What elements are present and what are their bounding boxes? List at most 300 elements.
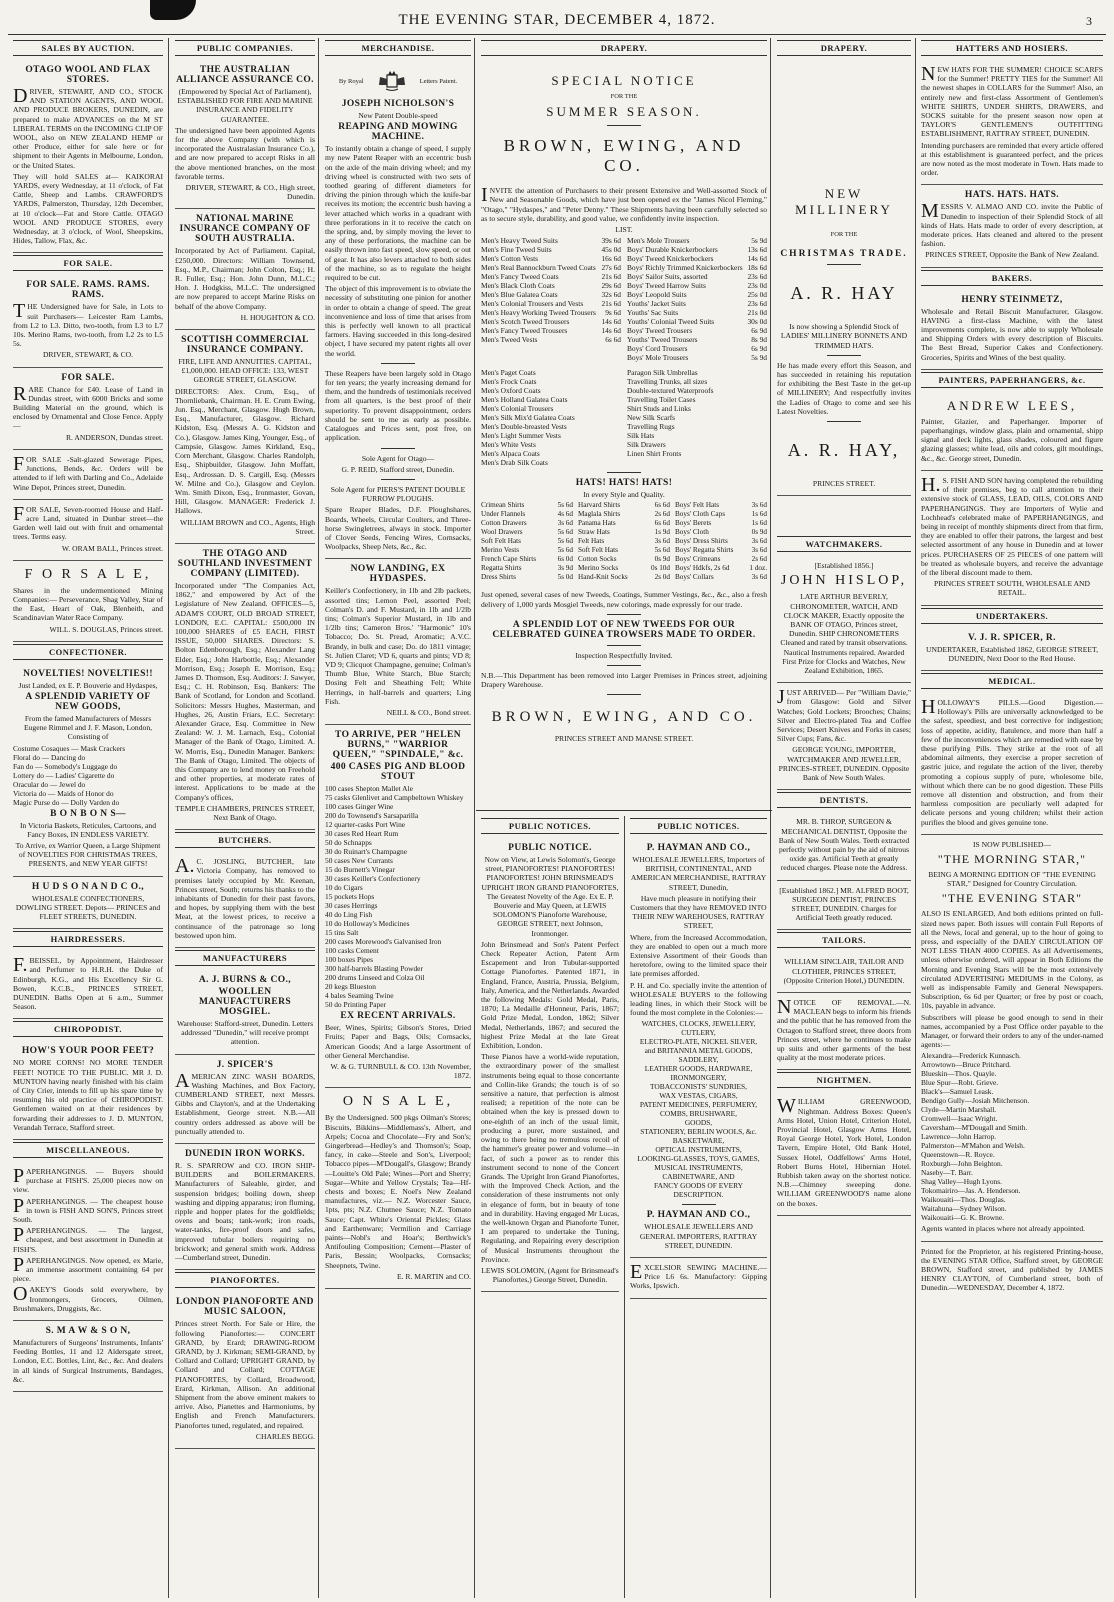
separator	[607, 472, 641, 473]
ad-text: FIRE, LIFE AND ANNUITIES. CAPITAL, £1,000,000. HEAD OFFICE: 133, WEST GEORGE STREET, GLASGOW.	[178, 357, 312, 385]
column-5	[625, 816, 772, 1598]
price-row	[578, 537, 670, 546]
ad-text: R. S. SPARROW and CO. IRON SHIP-BUILDERS and BOILERMAKERS. Manufacturers of Saleable, girder, and suspension bridges; boiling down, sheep washing and dipping apparatus; iron fluming, ripple and hopper plates for the goldfields; ovens and boats; tank-work; iron roads, water-tanks, fire-proof doors and safes, improved tubular boilers requiring no brickwork; and general smith work. Address—Cumberland street, Dunedin.	[175, 1161, 315, 1263]
price-row	[481, 519, 573, 528]
item-price: 6s 0d	[557, 555, 573, 564]
ad-text: Incorporated under "The Companies Act, 1862," and empowered by Act of the Legislature of New Zealand. OFFICES—5, ADAM'S COURT, OLD BROAD STREET, LONDON, E.C. CAPITAL: £500,000 IN 100,000 SHARES of £5 EACH, FIRST ISSUE, 50,000 SHARES. Directors: S. Bolton Edenborough, Esq.; Alexander Lang Elder, Esq.; John Harbottle, Esq.; Alexander Morrison, Esq.; Joseph E. Morrison, Esq.; James D. Thomson, Esq. Auditors: J. Sawyer, Esq.; C. H. Robinson, Esq. Bankers: The Bank of Scotland, for London and Scotland. Solicitors: Messrs Hughes, Masterman, and Hughes, 26, Austin Friars, E.C. Secretary: Alexander Grace, Esq. Committee in New Zealand: W. J. M. Larnach, Esq., Colonial Manager of the Bank of Otago, Limited. A. W. Morris, Esq., Dunedin Manager. Bankers: The Bank of Otago, Limited. The objects of this Company are to lend money on Freehold and other properties, at moderate rates of interest. Applications to be made at the Company's offices,	[175, 580, 315, 802]
list-item: Tokomairiro—Jas. A. Henderson.	[921, 1186, 1021, 1196]
separator	[827, 355, 861, 356]
section-heading: NIGHTMEN.	[777, 1072, 911, 1088]
item-price: 23s 6d	[747, 299, 767, 309]
list-item: Men's Oxford Coats	[481, 386, 541, 396]
ad-heading: H U D S O N A N D C O.,	[31, 881, 145, 892]
ad-text: FOR THE	[610, 93, 638, 100]
ad-holloway	[921, 693, 1103, 835]
ad-signature: TEMPLE CHAMBERS, PRINCES STREET, Next Bank of Otago.	[175, 803, 315, 822]
ad-text: NEW HATS FOR THE SUMMER! CHOICE SCARFS for the Summer! PRETTY TIES for the Summer! All the newest shapes in COLLARS for the Summer! Also, an entirely new and first-class Assortment of Gentlemen's WHITE SHIRTS, UNDER SHIRTS, DRAWERS, and SOCKS suitable for the present season now open at TAYLOR'S GENTLEMEN'S OUTFITTING ESTABLISHMENT, RATTRAY STREET, DUNEDIN.	[921, 63, 1103, 139]
list-item: 15 tins Salt	[325, 928, 359, 938]
ad-text: EXCELSIOR SEWING MACHINE.— Price L6 6s. Manufactory: Gipping Works, Ipswich.	[630, 1261, 767, 1291]
ad-text: Shares in the undermentioned Mining Companies:— Perseverance, Shag Valley, Star of the East, Heart of Oak, Blenheith, and Scandinavian Water Race Company.	[13, 585, 163, 623]
item-name: Men's Heavy Tweed Suits	[481, 236, 558, 246]
separator	[607, 694, 641, 695]
list-item: Arrowtown—Bruce Pritchard.	[921, 1060, 1011, 1070]
ad-signature: DRIVER, STEWART, & CO., High street, Dunedin.	[185, 183, 315, 202]
item-price: 14s 6d	[601, 317, 621, 327]
list-item: 30 do Ruinart's Champagne	[325, 847, 408, 857]
ad-hayman	[630, 838, 767, 1258]
section-heading: MANUFACTURERS	[175, 950, 315, 966]
item-name: Boys' Cloth Caps	[675, 510, 726, 519]
ad-text: These Reapers have been largely sold in Otago for ten years; the yearly increasing demand for them, and the hundreds of testimonials received from all quarters, is the best proof of their superiority. To prevent disappointment, orders should be sent to me as early as possible. Catalogues and Prices sent, post free, on application.	[325, 368, 471, 443]
column-2	[170, 38, 320, 1598]
ad-heading: PUBLIC NOTICE.	[508, 843, 592, 853]
price-row	[627, 254, 767, 263]
ad-text: Now on View, at Lewis Solomon's, George street, PIANOFORTES! PIANOFORTES! PIANOFORTES! JOHN BRINSMEAD'S UPRIGHT IRON GRAND PIANOFORTES, The Greatest Novelty of the Age. Ex E. P. Bouverie and May Queen, at LEWIS SOLOMON'S Pianoforte Warehouse, GEORGE STREET, next Johnson, Ironmonger.	[481, 855, 619, 938]
price-row	[578, 501, 670, 510]
price-row	[675, 501, 767, 510]
item-name: Men's Blue Galatea Coats	[481, 290, 558, 300]
item-name: Under Flannels	[481, 510, 526, 519]
ad-text: Subscribers will please be good enough to send in their names, accompanied by a Post Office order payable to the Manager, or forward their orders to any of the under-named agents:—	[921, 1012, 1103, 1050]
item-name: Boys' Regatta Shirts	[675, 546, 734, 555]
ad-heading: REAPING AND MOWING MACHINE.	[338, 122, 458, 143]
list-item: Travelling Trunks, all sizes	[627, 377, 708, 387]
price-row	[627, 344, 767, 353]
ad-text: MESSRS V. ALMAO AND CO. invite the Public of Dunedin to inspection of their Splendid Stock of all kinds of Hats. Hats made to order of every description, at moderate prices. Hats cleaned and altered to the present fashion.	[921, 200, 1103, 249]
coat-list-left	[481, 368, 621, 467]
ad-chiropodist	[13, 1041, 163, 1140]
list-item: PATENT MEDICINES, PERFUMERY,	[639, 1100, 758, 1110]
separator	[827, 264, 861, 265]
list-heading: LIST.	[615, 225, 633, 235]
list-item: Waitahuna—Sydney Wilson.	[921, 1204, 1007, 1214]
list-item: Blueskin—Thos. Quayle.	[921, 1069, 997, 1079]
ad-text: Where, from the Increased Accommodation, they are enabled to open out a much more Extensive Assortment of their Goods than heretofore, owing to the limited space their late premises afforded.	[630, 932, 767, 979]
column-3	[320, 38, 476, 1598]
ad-heading: WOOLLEN MANUFACTURERS MOSGIEL.	[198, 987, 292, 1018]
ad-signature: GEORGE YOUNG, IMPORTER, WATCHMAKER AND JEWELLER, PRINCES-STREET, DUNEDIN. Opposite Bank of New South Wales.	[778, 745, 910, 783]
list-item: Waikouaiti—G. K. Browne.	[921, 1213, 1004, 1223]
list-item: 40 do Ling Fish	[325, 910, 373, 920]
ad-text: Just opened, several cases of new Tweeds, Coatings, Summer Vestings, &c., &c., also a fresh delivery of 1,000 yards Mosgiel Tweeds, new colorings, made expressly for our trade.	[481, 590, 767, 609]
ad-text: NO MORE CORNS! NO MORE TENDER FEET! NOTICE TO THE PUBLIC. MR J. D. MUNTON having nearly finished with his claim of City Crier, intends to fill up his spare time by resuming his old practice of CHIROPODIST. Gentlemen waited on at their residences by forwarding their addresses to J. D. MUNTON, Verandah Terrace, Stafford street.	[13, 1058, 163, 1132]
list-item: LEATHER GOODS, HARDWARE,	[644, 1064, 753, 1074]
separator	[381, 479, 415, 480]
ad-text: Keiller's Confectionery, in 1lb and 2lb packets, assorted tins; Lemon Peel, assorted Peel; Colman's D. and F. Mustard, in 1lb and 1/2lb tins; Colman's Superior Mustard, in 1lb and 1/2lb tins; Cameron Bros.' "Harmonic" 10's Tobacco; Do. St. Pread, Aromatic; A.V.C. Brandy, in bulk and case; Do. do 1811 vintage; St. Julien Claret; VD 6, quarts and pints; VD 8; VD 9; Clicquot Champagne, genuine; Colman's Thumb Blue, White Starch, Blue Starch; Dosing Felt and Sheathing Felt; White Herrings, in half-barrels and quarters; Ling Fish.	[325, 586, 471, 706]
item-name: Men's Scotch Tweed Trousers	[481, 317, 570, 327]
list-item: Shirt Studs and Links	[627, 404, 691, 414]
price-row	[481, 335, 621, 344]
item-price: 3s 6d	[751, 537, 767, 546]
royal-arms-icon	[374, 69, 410, 93]
list-item: New Silk Scarfs	[627, 413, 676, 423]
list-item: Naseby—T. Barr.	[921, 1168, 973, 1178]
ad-text: THE Undersigned have for Sale, in Lots to suit Purchasers— Leicester Ram Lambs, from L2 to L3. Ditto, two-tooth, from L3 to L7 10s. Merino Rams, two-tooth, from L2 2s to L5 5s.	[13, 300, 163, 349]
item-price: 5s 9d	[751, 353, 767, 363]
section-heading: CHIROPODIST.	[13, 1021, 163, 1037]
list-item: 50 cases New Currants	[325, 856, 393, 866]
price-row	[481, 299, 621, 308]
ad-heading: LONDON PIANOFORTE AND MUSIC SALOON,	[176, 1297, 314, 1318]
ad-brown-ewing	[481, 60, 767, 751]
ad-text: WHOLESALE CONFECTIONERS, DOWLING STREET. Depots— PRINCES and FLEET STREETS, DUNEDIN.	[15, 893, 161, 921]
price-list-right	[627, 236, 767, 362]
ad-text: FOR SALE -Salt-glazed Sewerage Pipes, Junctions, Bends, &c. Orders will be attended to if left with Darling and Co., Adelaide Wine Depot, Princes street, Dunedin.	[13, 452, 163, 492]
price-row	[627, 299, 767, 308]
price-row	[481, 528, 573, 537]
list-item: 200 drums Linseed and Colza Oil	[325, 973, 425, 983]
list-item: Bendigo Gully—Josiah Mitchenson.	[921, 1096, 1030, 1106]
ad-text: INVITE the attention of Purchasers to their present Extensive and Well-assorted Stock of New and Seasonable Goods, which have just been opened ex the "James Nicol Fleming," "Otago," "Hydaspes," and "Peter Denny." These Shipments having been carefully selected so as to secure style, durability, and good value, we confidently invite inspection.	[481, 184, 767, 223]
novelty-list	[13, 744, 163, 807]
item-price: 4s 6d	[557, 510, 573, 519]
list-item: Palmerston—M'Mahon and Welsh.	[921, 1141, 1025, 1151]
ad-text: PAPERHANGINGS. Now opened, ex Marie, an immense assortment containing 64 per piece.	[13, 1253, 163, 1284]
item-name: Boys' Tweed Knickerbockers	[627, 254, 714, 264]
item-name: Men's Tweed Vests	[481, 335, 538, 345]
price-row	[578, 555, 670, 564]
price-row	[675, 555, 767, 564]
item-name: Crimean Shirts	[481, 501, 525, 510]
list-item: Clyde—Martin Marshall.	[921, 1105, 997, 1115]
ad-text: DRIVER, STEWART, AND CO., STOCK AND STATION AGENTS, AND WOOL AND PRODUCE BROKERS, DUNEDIN, are prepared to make ADVANCES on the M ST LIBERAL TERMS on the INCOMING CLIP OF WOOL, also on NEW ZEALAND HEMP or other Produce, either for sale here or for shipment to their Agents in Melbourne, London, or the United States.	[13, 85, 163, 170]
price-row	[578, 564, 670, 573]
ad-now-landing	[325, 559, 471, 725]
ad-heading: FOR SALE. RAMS. RAMS. RAMS.	[26, 280, 150, 301]
hats-list-b	[578, 501, 670, 582]
list-item: 50 do Schnapps	[325, 838, 372, 848]
price-row	[675, 519, 767, 528]
ad-text: IS NOW PUBLISHED—	[973, 839, 1051, 849]
item-price: 5s 6d	[557, 528, 573, 537]
ad-nicholson	[325, 60, 471, 559]
list-item: Men's White Vests	[481, 440, 536, 450]
list-item: Shag Valley—Hugh Lyons.	[921, 1177, 1002, 1187]
item-price: 32s 6d	[601, 290, 621, 300]
item-price: 3s 9d	[557, 564, 573, 573]
ad-text: By the Undersigned. 500 pkgs Oilman's Stores; Biscuits, Bikkins—Middlemass's, Albert, and Arpels; Cocoa and Chocolate—Fry and Son's; Gingerbread—Hedley's and Thomson's; Soap, fancy, in cake—Steele and Son's, Liverpool; Tobacco pipes—M'Dougall's, Glasgow; Brandy—Louitte's Old Pale; Wines—Port and Sherry; Sugar—White and Yellow Crystals; Tea—Hf-chests and boxes; E. Noel's New Zealand manufactures, viz.— N.Z. Worcester Sauce, 1pts, pts; N.Z. Chutnee Sauce; N.Z. Tomato Sauce; Capt. White's Oriental Pickles; Glass and Earthenware; Vermilion and Carriage paints—Nobl's and Hoar's; Berthwick's Antifouling Composition; Cement—Plaster of Paris, Bessin; Woolpacks, Cornsacks; Sheepnets, Twine.	[325, 1113, 471, 1270]
ad-text: AMERICAN ZINC WASH BOARDS, Washing Machines, and Box Factory, CUMBERLAND STREET, next Messrs. Gibbs and Clayton's, and at the Undertaking Establishment, George street. N.B.—All country orders addressed as above will be punctually attended to.	[175, 1069, 315, 1136]
masthead-title: THE EVENING STAR, DECEMBER 4, 1872.	[398, 12, 716, 28]
item-name: Maglala Shirts	[578, 510, 621, 519]
ad-throp	[777, 812, 911, 880]
item-price: 1s 6d	[751, 510, 767, 519]
item-price: 2s 6d	[654, 510, 670, 519]
price-row	[481, 317, 621, 326]
item-price: 21s 0d	[747, 308, 767, 318]
section-heading: DRAPERY.	[481, 40, 767, 56]
price-row	[675, 573, 767, 582]
ad-land	[13, 368, 163, 450]
item-price: 5s 6d	[654, 546, 670, 555]
list-item: Lottery do — Ladies' Cigarette do	[13, 770, 115, 780]
list-item: Cromwell—Isaac Wright.	[921, 1114, 998, 1124]
separator	[381, 363, 415, 364]
list-item: FANCY GOODS OF EVERY DESCRIPTION.	[654, 1181, 743, 1200]
item-name: French Cape Shirts	[481, 555, 537, 564]
ad-heading: ANDREW LEES,	[946, 397, 1078, 413]
ad-signature: WILL. S. DOUGLAS, Princes street.	[49, 624, 163, 634]
ad-steinmetz	[921, 290, 1103, 370]
ad-text: F.BEISSEL, by Appointment, Hairdresser and Perfumer to H.R.H. the Duke of Edinburgh, K.G., and His Excellency Sir G. Bowen, K.C.B., PRINCES STREET, DUNEDIN. Baths Open at 6 a.m., Summer Season.	[13, 954, 163, 1012]
ad-text: He has made every effort this Season, and has succeeded in retaining his reputation for exhibiting the Best Taste in the get-up of MILLINERY; And respectfully invites the Ladies of Otago to come and see his Latest Novelties.	[777, 360, 911, 416]
ad-text: WILLIAM GREENWOOD, Nightman. Address Boxes: Queen's Arms Hotel, Union Hotel, Criterion Hotel, Provincial Hotel, Glasgow Arms Hotel, Royal George Hotel, York Hotel, London Tavern, Empire Hotel, Old Bank Hotel, Sussex Hotel, Oddfellows' Arms Hotel, Robert Burns Hotel, Hibernian Hotel. Rubbish taken away on the shortest notice. N.B.—Chimney sweeping done. WILLIAM GREENWOOD'S name alone on the boxes.	[777, 1095, 911, 1208]
list-item: Costume Cosaques — Mask Crackers	[13, 743, 126, 753]
price-row	[481, 236, 621, 245]
ad-heading: A. J. BURNS & CO.,	[198, 975, 292, 986]
ad-removal	[777, 993, 911, 1070]
price-row	[578, 546, 670, 555]
separator	[381, 448, 415, 449]
list-item: 100 casks Cement	[325, 946, 379, 956]
royal-label: By Royal	[338, 77, 364, 85]
imprint-text: Printed for the Proprietor, at his registered Printing-house, the EVENING STAR Office, Stafford street, by GEORGE BROWN, Stafford street, and published by JAMES HENRY CLAYTON, of Cumberland street, both of Dunedin.—WEDNESDAY, December 4, 1872.	[921, 1246, 1103, 1293]
ad-heading: NOW LANDING, EX HYDASPES.	[350, 564, 446, 585]
ad-heading: A. R. HAY,	[787, 440, 901, 461]
ad-text: Warehouse: Stafford-street, Dunedin. Letters addressed "Dunedin," will receive prompt attention.	[176, 1019, 314, 1047]
ad-heading: A SPLENDID VARIETY OF NEW GOODS,	[25, 691, 151, 712]
price-row	[481, 272, 621, 281]
ad-text: RARE Chance for £40. Lease of Land in Dundas street, with 6000 Bricks and some Building Material on the ground, which is enclosed by Ornamental and Close Fence. Apply—	[13, 382, 163, 431]
list-item: 4 bales Seaming Twine	[325, 991, 394, 1001]
ad-almao	[921, 185, 1103, 267]
ad-heading: NEW MILLINERY	[795, 186, 893, 217]
section-heading: MEDICAL.	[921, 673, 1103, 689]
list-item: Caversham—M'Dougall and Smith.	[921, 1123, 1028, 1133]
masthead-rule	[8, 34, 1106, 35]
ad-text: Incorporated by Act of Parliament. Capital, £250,000. Directors: William Townsend, Esq., M.P., Chairman; John Colton, Esq.; H. R. Fuller, Esq.; Hon. John Dunn, M.L.C.; Hon. J. Hodgkiss, M.L.C. The undersigned are now prepared to accept Marine Risks on behalf of the above Company.	[175, 246, 315, 311]
ad-heading: EX RECENT ARRIVALS.	[340, 1011, 456, 1022]
list-item: Floral do — Dancing do	[13, 752, 86, 762]
price-row	[481, 308, 621, 317]
section-heading: TAILORS.	[777, 932, 911, 948]
item-name: Men's Fancy Tweed Coats	[481, 272, 559, 282]
ad-heading: TO ARRIVE, PER "HELEN BURNS," "WARRIOR QUEEN," "SPINDALE," &c.	[332, 730, 464, 761]
item-name: Wool Drawers	[481, 528, 523, 537]
price-row	[675, 564, 767, 573]
item-name: Youths' Sac Suits	[627, 308, 679, 318]
ad-heading: HENRY STEINMETZ,	[961, 294, 1063, 305]
list-item: Double-textured Waterproofs	[627, 386, 714, 396]
item-name: Men's Mole Trousers	[627, 236, 690, 246]
price-row	[481, 281, 621, 290]
ad-text: Just Landed, ex E. P. Bouverie and Hydaspes,	[18, 680, 158, 690]
ad-heading: NOVELTIES! NOVELTIES!!	[23, 668, 153, 679]
price-list	[481, 236, 767, 362]
item-price: 1s 9d	[654, 528, 670, 537]
list-item: 100 cases Ginger Wine	[325, 802, 394, 812]
list-item: 15 pockets Hops	[325, 892, 375, 902]
ad-text: Wholesale and Retail Biscuit Manufacturer, Glasgow. HAVING a first-class Machine, with the latest improvements complete, is now able to supply Wholesale and Shipping Orders with every description of Biscuits. The Best Bread, Superior Cakes and Confectionery. Groceries, Spirits and Wines of the best quality.	[921, 306, 1103, 362]
price-row	[481, 546, 573, 555]
price-row	[578, 528, 670, 537]
price-row	[578, 510, 670, 519]
list-item: STATIONERY, BERLIN WOOLS, &c.	[640, 1127, 757, 1137]
list-item: Men's Paget Coats	[481, 368, 536, 378]
item-price: 6s 6d	[654, 519, 670, 528]
item-price: 2s 0d	[654, 573, 670, 582]
item-price: 2s 6d	[751, 555, 767, 564]
item-price: 30s 0d	[747, 317, 767, 327]
ad-heading: HOW'S YOUR POOR FEET?	[21, 1046, 155, 1057]
list-item: Men's Double-breasted Vests	[481, 422, 567, 432]
item-name: Men's Heavy Working Tweed Trousers	[481, 308, 596, 318]
ad-text: (Empowered by Special Act of Parliament), ESTABLISHED FOR FIRE AND MARINE INSURANCE AND FIDELITY GUARANTEE.	[177, 87, 313, 124]
section-heading: BUTCHERS.	[175, 832, 315, 848]
item-name: Merino Vests	[481, 546, 519, 555]
item-name: Merino Socks	[578, 564, 619, 573]
section-heading: UNDERTAKERS.	[921, 608, 1103, 624]
ad-text: Princes street North. For Sale or Hire, the following Pianofortes:— CONCERT GRAND, by Erard; DRAWING-ROOM GRAND, by J. Kirkman; SEMI-GRAND, by Collard and Collard; UPRIGHT GRAND, by Collard and Collard; COTTAGE PIANOFORTES, by Collard, Broadwood, Erard, Kirkman, Allison. An additional Shipment from the above eminent makers to arrive. Also, Pianettes and Harmoniums, by English and French Manufacturers. Pianofortes tuned, regulated, and repaired.	[175, 1319, 315, 1430]
ad-text: Painter, Glazier, and Paperhanger. Importer of paperhangings, window glass, plain and ornamental, shipp signal and deck lights, glass shades, coloured and figure glazing glasses; white lead, oils and colors, gilt mouldings, &c., &c. George street, Dunedin.	[921, 416, 1103, 463]
ad-heading: 400 CASES PIG AND BLOOD STOUT	[330, 762, 466, 783]
section-heading: PAINTERS, PAPERHANGERS, &c.	[921, 372, 1103, 388]
price-row	[627, 245, 767, 254]
price-row	[481, 501, 573, 510]
item-price: 21s 6d	[601, 299, 621, 309]
ad-text: These Pianos have a world-wide reputation, the extraordinary power of the smallest instruments being equal to those concertante and Collin-like Grands; the touch is of so sensitive a nature, that perfection is almost realised; a repetition of the note can be obtained when the key is pressed down to one-eighth of an inch of the usual limit, producing a purer, more sustained, and owing to there being no tremulous recoil of the hammer's greater power and volume—in fact, of such a power as to render this instrument second to none of the Concert Grands. The Upright Iron Grand Pianofortes, with the Improved Check Action, and the consideration of these instruments not only in elegance of form, but in beauty of tone and in durability. Having engaged Mr Lucas, the well-known Organ and Pianoforte Tuner, I am prepared to undertake the Tuning, Regulating, and Repairing every description of Musical Instruments throughout the Province.	[481, 1052, 619, 1264]
list-item: Alexandra—Frederick Kunnasch.	[921, 1051, 1021, 1061]
list-item: 20 kegs Blueston	[325, 982, 376, 992]
list-item: Paragon Silk Umbrellas	[627, 368, 698, 378]
ad-heading: "THE MORNING STAR,"	[937, 851, 1087, 866]
list-item: SADDLERY,	[678, 1055, 719, 1065]
ad-heading: DUNEDIN IRON WORKS.	[184, 1149, 306, 1160]
ad-heading: P. HAYMAN AND CO.,	[646, 843, 751, 853]
price-row	[675, 510, 767, 519]
list-item: BASKETWARE,	[672, 1136, 725, 1146]
price-row	[481, 537, 573, 546]
item-price: 5s 6d	[557, 501, 573, 510]
list-item: IRONMONGERY,	[670, 1073, 727, 1083]
price-row	[675, 546, 767, 555]
coat-list-right	[627, 368, 767, 467]
list-item: Men's Frock Coats	[481, 377, 537, 387]
list-item: 100 cases Shepton Mallet Ale	[325, 784, 413, 794]
item-name: Boys' Collars	[675, 573, 714, 582]
ad-text: BEING A MORNING EDITION OF "THE EVENING STAR," Designed for Country Circulation.	[928, 869, 1096, 889]
item-price: 27s 6d	[601, 263, 621, 273]
item-name: Men's Black Cloth Coats	[481, 281, 555, 291]
ad-heading: HATS. HATS. HATS.	[964, 190, 1060, 201]
column-4-drapery	[476, 38, 772, 810]
columns	[8, 38, 1108, 1598]
hats-list-a	[481, 501, 573, 582]
ad-text: To instantly obtain a change of speed, I supply my new Patent Reaper with an eccentric bush on the axle of the main driving wheel; and my driving wheel is constructed with two sets of toothed gearing of different diameters for driving the pinion through which the knife-bar receives its motion; the eccentric bush having a lever attached which works in a quadrant with three perforations in it to receive the catch on the spring, and, by simply moving the lever to any of these perforations, the machine can be easily thrown into fast speed, slow speed, or out of gear. It has also levers attached to both sides of the machine, so as to regulate the height required to be cut.	[325, 144, 471, 283]
ad-text: PRINCES STREET AND MANSE STREET.	[554, 734, 694, 744]
column-6	[772, 38, 916, 1598]
ad-text: NOTICE OF REMOVAL.—N. MACLEAN begs to inform his friends and the public that he has removed from the Octagon to Stafford street, three doors from Princes street, where he continues to make up suits and other garments of the best quality at the most moderate prices.	[777, 995, 911, 1063]
list-item: 10 do Cigars	[325, 883, 363, 893]
separator	[607, 614, 641, 615]
imprint	[921, 1242, 1103, 1300]
item-price: 45s 0d	[601, 245, 621, 255]
ad-public-notice	[481, 838, 619, 1292]
ad-pianoforte-saloon	[175, 1292, 315, 1449]
ad-heading: SPECIAL NOTICE	[551, 73, 697, 88]
list-item: TOBACCONISTS' SUNDRIES,	[650, 1082, 747, 1092]
separator	[607, 665, 641, 666]
ad-heading: A. R. HAY	[790, 283, 898, 304]
ad-text: WHOLESALE JEWELLERS, Importers of BRITISH, CONTINENTAL, AND AMERICAN MERCHANDISE, RATTRAY STREET, Dunedin,	[630, 855, 767, 892]
item-name: Youths' Tweed Trousers	[627, 335, 698, 345]
ad-misc	[13, 1162, 163, 1321]
item-name: Hand-Knit Socks	[578, 573, 628, 582]
ad-hudson	[13, 877, 163, 930]
list-item: Men's Silk Mix'd Galatea Coats	[481, 413, 575, 423]
ad-signature: PRINCES STREET SOUTH, WHOLESALE AND RETAIL.	[933, 579, 1091, 598]
ad-heading: J. SPICER'S	[216, 1059, 274, 1070]
ad-heading: OTAGO WOOL AND FLAX STORES.	[25, 65, 151, 85]
page-number: 3	[1086, 14, 1092, 28]
item-name: Soft Felt Hats	[578, 546, 618, 555]
item-name: Men's Real Bannockburn Tweed Coats	[481, 263, 596, 273]
item-name: Cotton Drawers	[481, 519, 527, 528]
section-heading: PUBLIC COMPANIES.	[175, 40, 315, 56]
item-price: 8s 9d	[751, 335, 767, 345]
price-row	[481, 245, 621, 254]
list-item: Linen Shirt Fronts	[627, 449, 682, 459]
list-item: Men's Drab Silk Coats	[481, 458, 548, 468]
list-item: Roxburgh—John Beighton.	[921, 1159, 1003, 1169]
ad-signature: DRIVER, STEWART, & CO.	[42, 350, 134, 360]
item-name: Men's Colonial Trousers and Vests	[481, 299, 584, 309]
item-price: 3s 6d	[751, 573, 767, 582]
section-heading: HAIRDRESSERS.	[13, 931, 163, 947]
section-heading: MERCHANDISE.	[325, 40, 471, 56]
item-name: Men's Fancy Tweed Trousers	[481, 326, 568, 336]
item-name: Regatta Shirts	[481, 564, 522, 573]
ad-heading: THE AUSTRALIAN ALLIANCE ASSURANCE CO.	[176, 65, 314, 85]
separator	[827, 421, 861, 422]
list-item: Men's Alpaca Coats	[481, 449, 540, 459]
item-price: 29s 6d	[601, 281, 621, 291]
section-heading: SALES BY AUCTION.	[13, 40, 163, 56]
price-row	[627, 335, 767, 344]
column-4-public-notices	[476, 816, 624, 1598]
ad-greenwood	[777, 1092, 911, 1215]
list-item: Black's—Samuel Leask.	[921, 1087, 994, 1097]
ad-hislop	[777, 556, 911, 683]
ad-text: Spare Reaper Blades, D.F. Ploughshares, Boards, Wheels, Circular Coulters, and Three-horse Swingletrees, always in stock. Importer of Clover Seeds, Fencing Wires, Cornsacks, Woolpacks, Sheep Nets, &c., &c.	[325, 505, 471, 552]
section-heading: DENTISTS.	[777, 792, 911, 808]
section-heading: CONFECTIONER.	[13, 644, 163, 660]
item-price: 14s 6d	[601, 326, 621, 336]
ad-fish	[921, 471, 1103, 606]
list-item: 15 do Burnett's Vinegar	[325, 865, 395, 875]
ad-text: Beer, Wines, Spirits; Gibson's Stores, Dried Fruits; Paper and Bags, Oils; Cornsacks, American Goods; And a large Assortment of other General Merchandise.	[325, 1023, 471, 1060]
ad-sewing-machine	[630, 1258, 767, 1299]
ad-heading: A SPLENDID LOT OF NEW TWEEDS FOR OUR CELEBRATED GUINEA TROWSERS MADE TO ORDER.	[492, 619, 756, 640]
item-price: 0s 9d	[751, 528, 767, 537]
list-item: ELECTRO-PLATE, NICKEL SILVER,	[639, 1037, 758, 1047]
ad-signature: G. P. REID, Stafford street, Dunedin.	[341, 464, 455, 474]
item-name: Felt Hats	[578, 537, 605, 546]
separator	[682, 1204, 716, 1205]
list-item: 30 cases Keiller's Confectionery	[325, 874, 421, 884]
ad-heading: BROWN, EWING, AND CO.	[491, 709, 757, 726]
hats-list-c	[675, 501, 767, 582]
ad-signature: E. R. MARTIN and CO.	[396, 1271, 471, 1281]
price-row	[481, 254, 621, 263]
ad-signature: WILLIAM BROWN and CO., Agents, High Street.	[180, 517, 315, 536]
item-price: 0s 9d	[654, 555, 670, 564]
ad-hairdresser	[13, 951, 163, 1019]
item-name: Boys' Hdkfs, 2s 6d	[675, 564, 730, 573]
list-item: Blue Spur—Robt. Grieve.	[921, 1078, 999, 1088]
ad-morning-star	[921, 835, 1103, 1242]
ad-text: Manufacturers of Surgeons' Instruments, Infants' Feeding Bottles, 11 and 12 Aldersgate street, London, E.C. Bottles, Lint, &c., &c. And dealers in all kinds of Surgical Instruments, Bandages, &c.	[13, 1338, 163, 1384]
